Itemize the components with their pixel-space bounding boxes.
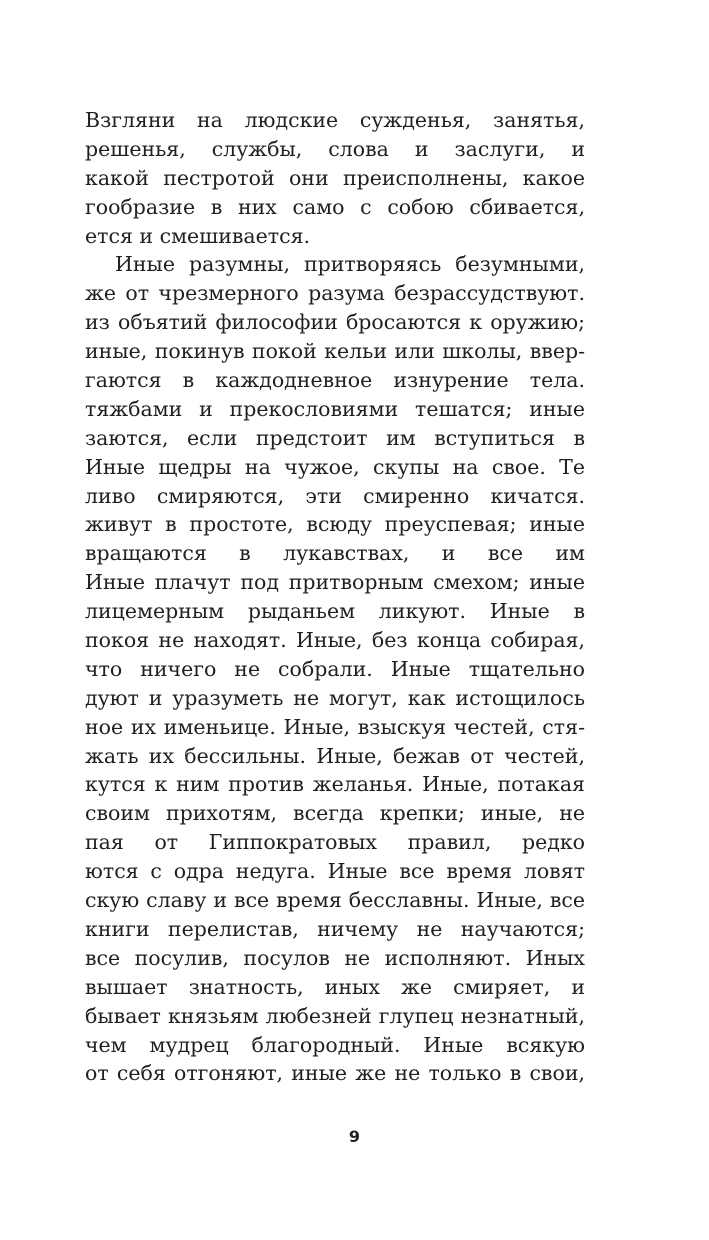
text-line: Взгляни на людские сужденья, занятья, — [85, 108, 585, 132]
text-line: скую славу и все время бесславны. Иные, все — [85, 888, 585, 913]
text-line: дуют и уразуметь не могут, как истощилось — [85, 685, 585, 710]
text-line: вращаются в лукавствах, и все им — [85, 541, 585, 566]
text-line: ное их именьице. Иные, взыскуя честей, стя- — [85, 714, 585, 739]
text-line: Иные плачут под притворным смехом; иные — [85, 570, 585, 595]
text-line: от себя отгоняют, иные же не только в свои, — [85, 1061, 585, 1086]
text-line: кутся к ним против желанья. Иные, потакая — [85, 772, 585, 797]
text-line: вышает знатность, иных же смиряет, и — [85, 974, 585, 999]
text-line: иные, покинув покой кельи или школы, ввер- — [85, 339, 585, 364]
text-line: ливо смиряются, эти смиренно кичатся. — [85, 483, 585, 508]
page-number: 9 — [348, 1127, 361, 1146]
text-line: из объятий философии бросаются к оружию; — [85, 310, 585, 335]
paragraph-1 — [85, 106, 585, 250]
text-line: покоя не находят. Иные, без конца собирая, — [85, 628, 585, 653]
text-line: же от чрезмерного разума безрассудствуют. — [85, 281, 585, 306]
text-line: жать их бессильны. Иные, бежав от честей, — [85, 743, 585, 768]
text-line: живут в простоте, всюду преуспевая; иные — [85, 512, 585, 537]
paragraph-2 — [85, 250, 585, 1088]
text-line: какой пестротой они преисполнены, какое — [85, 165, 585, 190]
text-line: ется и смешивается. — [85, 223, 311, 248]
text-line: Иные разумны, притворяясь безумными, — [115, 252, 585, 277]
text-line: все посулив, посулов не исполняют. Иных — [85, 945, 585, 970]
text-line: гообразие в них само с собою сбивается, — [85, 194, 585, 219]
text-line: Иные щедры на чужое, скупы на свое. Те — [85, 454, 585, 479]
text-line: бывает князьям любезней глупец незнатный, — [85, 1003, 585, 1028]
text-line: тяжбами и прекословиями тешатся; иные — [85, 396, 585, 421]
text-line: ются с одра недуга. Иные все время ловят — [85, 859, 585, 884]
text-line: книги перелистав, ничему не научаются; — [85, 916, 585, 941]
text-line: гаются в каждодневное изнурение тела. — [85, 368, 585, 393]
text-line: пая от Гиппократовых правил, редко — [85, 830, 585, 855]
text-line: решенья, службы, слова и заслуги, и — [85, 136, 585, 161]
text-line: своим прихотям, всегда крепки; иные, не — [85, 801, 585, 826]
body-text — [85, 106, 585, 1088]
text-line: чем мудрец благородный. Иные всякую — [85, 1032, 585, 1057]
text-line: лицемерным рыданьем ликуют. Иные в — [85, 599, 585, 624]
text-line: что ничего не собрали. Иные тщательно — [85, 656, 585, 681]
text-line: заются, если предстоит им вступиться в — [85, 425, 585, 450]
